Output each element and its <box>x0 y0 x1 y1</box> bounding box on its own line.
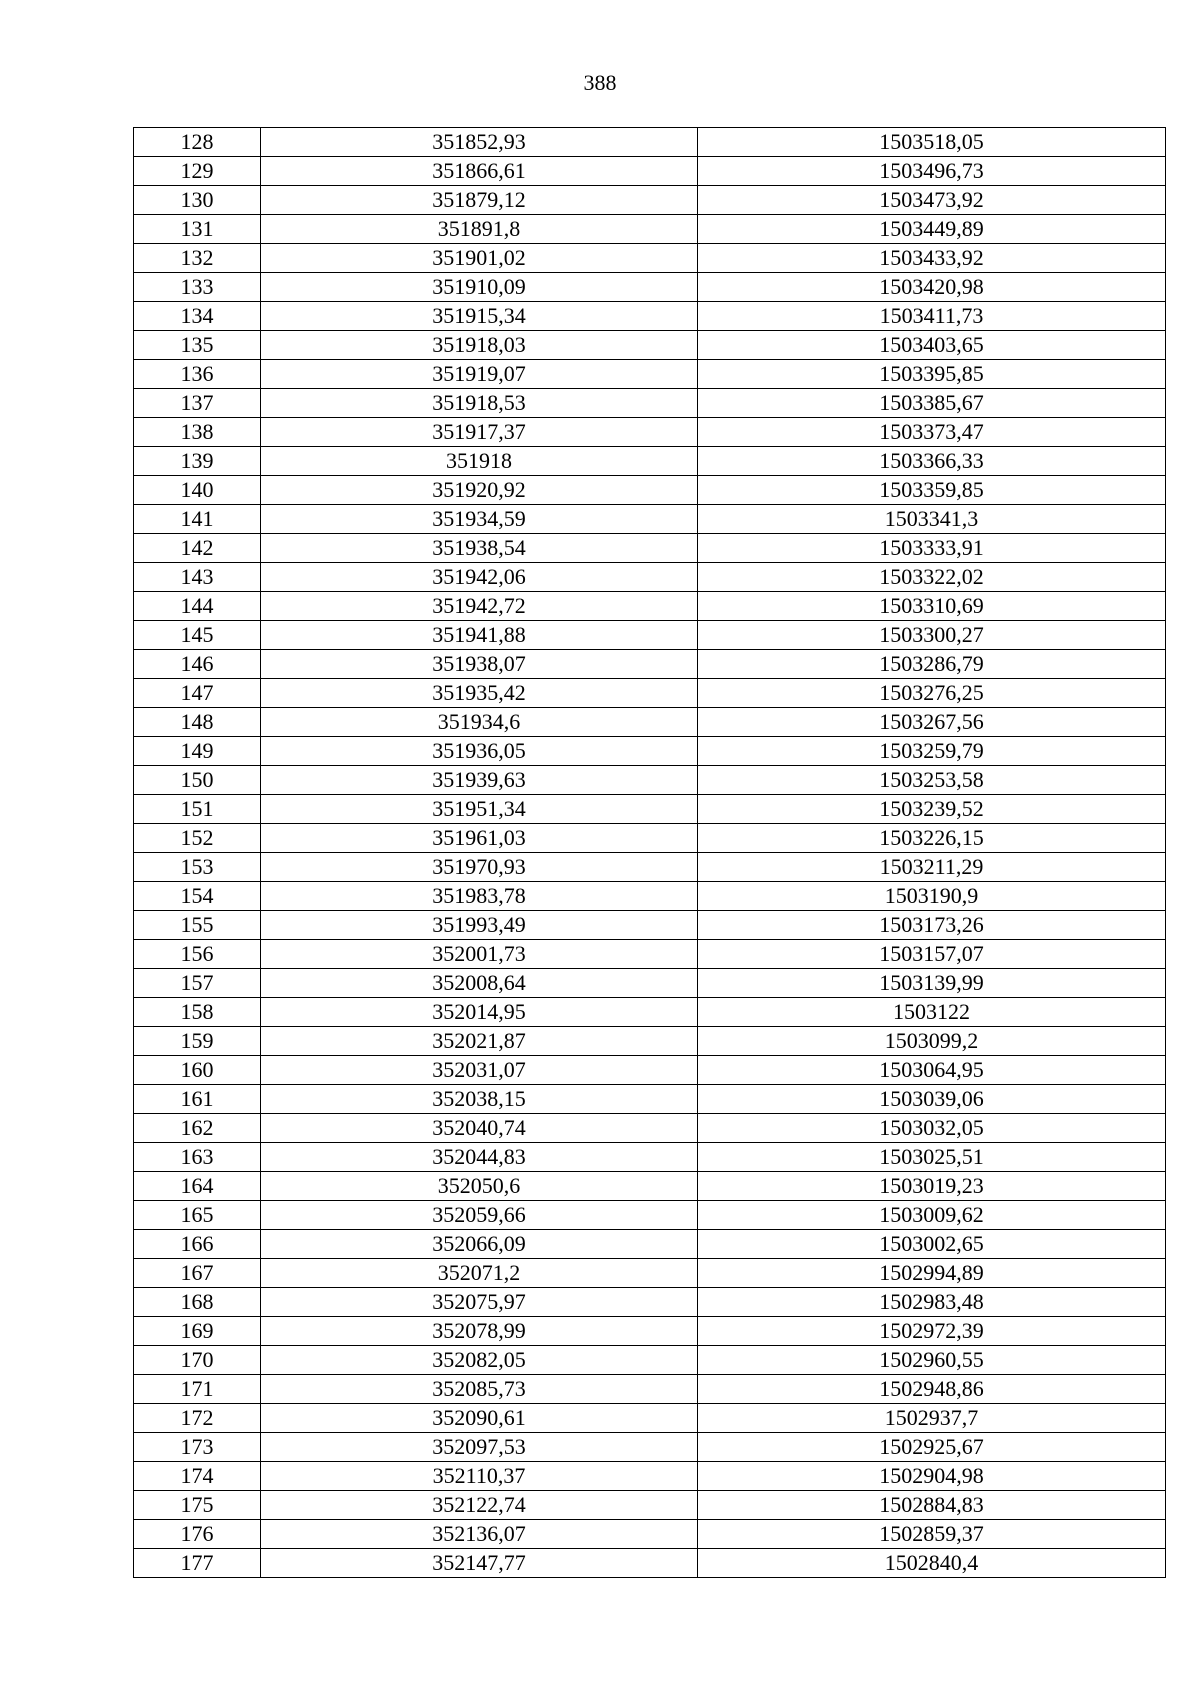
point-number-cell: 146 <box>134 650 261 679</box>
point-number-cell: 141 <box>134 505 261 534</box>
x-coordinate-cell: 351866,61 <box>261 157 698 186</box>
y-coordinate-cell: 1503473,92 <box>698 186 1166 215</box>
point-number-cell: 166 <box>134 1230 261 1259</box>
coordinates-table <box>133 127 1166 1578</box>
x-coordinate-cell: 351918 <box>261 447 698 476</box>
point-number-cell: 138 <box>134 418 261 447</box>
x-coordinate-cell: 351879,12 <box>261 186 698 215</box>
y-coordinate-cell: 1503190,9 <box>698 882 1166 911</box>
x-coordinate-cell: 352001,73 <box>261 940 698 969</box>
x-coordinate-cell: 351941,88 <box>261 621 698 650</box>
table-row <box>134 1404 1166 1433</box>
point-number-cell: 170 <box>134 1346 261 1375</box>
x-coordinate-cell: 352078,99 <box>261 1317 698 1346</box>
x-coordinate-cell: 351983,78 <box>261 882 698 911</box>
x-coordinate-cell: 352038,15 <box>261 1085 698 1114</box>
table-row <box>134 766 1166 795</box>
point-number-cell: 135 <box>134 331 261 360</box>
point-number-cell: 143 <box>134 563 261 592</box>
point-number-cell: 150 <box>134 766 261 795</box>
point-number-cell: 168 <box>134 1288 261 1317</box>
table-row <box>134 853 1166 882</box>
x-coordinate-cell: 351920,92 <box>261 476 698 505</box>
table-row <box>134 795 1166 824</box>
table-row <box>134 650 1166 679</box>
point-number-cell: 173 <box>134 1433 261 1462</box>
x-coordinate-cell: 352097,53 <box>261 1433 698 1462</box>
y-coordinate-cell: 1503322,02 <box>698 563 1166 592</box>
x-coordinate-cell: 352136,07 <box>261 1520 698 1549</box>
x-coordinate-cell: 351934,6 <box>261 708 698 737</box>
point-number-cell: 177 <box>134 1549 261 1578</box>
point-number-cell: 139 <box>134 447 261 476</box>
table-row <box>134 998 1166 1027</box>
table-row <box>134 969 1166 998</box>
table-row <box>134 1462 1166 1491</box>
table-row <box>134 940 1166 969</box>
x-coordinate-cell: 352075,97 <box>261 1288 698 1317</box>
x-coordinate-cell: 351942,06 <box>261 563 698 592</box>
y-coordinate-cell: 1503009,62 <box>698 1201 1166 1230</box>
x-coordinate-cell: 351918,53 <box>261 389 698 418</box>
point-number-cell: 157 <box>134 969 261 998</box>
y-coordinate-cell: 1503359,85 <box>698 476 1166 505</box>
table-row <box>134 1259 1166 1288</box>
y-coordinate-cell: 1503002,65 <box>698 1230 1166 1259</box>
y-coordinate-cell: 1503385,67 <box>698 389 1166 418</box>
y-coordinate-cell: 1502972,39 <box>698 1317 1166 1346</box>
table-row <box>134 679 1166 708</box>
y-coordinate-cell: 1503211,29 <box>698 853 1166 882</box>
point-number-cell: 129 <box>134 157 261 186</box>
x-coordinate-cell: 351852,93 <box>261 128 698 157</box>
table-row <box>134 447 1166 476</box>
table-row <box>134 331 1166 360</box>
point-number-cell: 130 <box>134 186 261 215</box>
y-coordinate-cell: 1503157,07 <box>698 940 1166 969</box>
point-number-cell: 140 <box>134 476 261 505</box>
x-coordinate-cell: 351935,42 <box>261 679 698 708</box>
table-row <box>134 1172 1166 1201</box>
y-coordinate-cell: 1503341,3 <box>698 505 1166 534</box>
table-row <box>134 1346 1166 1375</box>
y-coordinate-cell: 1503286,79 <box>698 650 1166 679</box>
table-row <box>134 1288 1166 1317</box>
x-coordinate-cell: 351942,72 <box>261 592 698 621</box>
table-row <box>134 128 1166 157</box>
y-coordinate-cell: 1503122 <box>698 998 1166 1027</box>
x-coordinate-cell: 352008,64 <box>261 969 698 998</box>
x-coordinate-cell: 351917,37 <box>261 418 698 447</box>
x-coordinate-cell: 352044,83 <box>261 1143 698 1172</box>
x-coordinate-cell: 352031,07 <box>261 1056 698 1085</box>
x-coordinate-cell: 352059,66 <box>261 1201 698 1230</box>
y-coordinate-cell: 1503019,23 <box>698 1172 1166 1201</box>
x-coordinate-cell: 352085,73 <box>261 1375 698 1404</box>
y-coordinate-cell: 1502884,83 <box>698 1491 1166 1520</box>
table-row <box>134 563 1166 592</box>
x-coordinate-cell: 351919,07 <box>261 360 698 389</box>
x-coordinate-cell: 351938,07 <box>261 650 698 679</box>
point-number-cell: 163 <box>134 1143 261 1172</box>
point-number-cell: 145 <box>134 621 261 650</box>
point-number-cell: 161 <box>134 1085 261 1114</box>
table-row <box>134 1143 1166 1172</box>
point-number-cell: 137 <box>134 389 261 418</box>
x-coordinate-cell: 352066,09 <box>261 1230 698 1259</box>
point-number-cell: 158 <box>134 998 261 1027</box>
point-number-cell: 169 <box>134 1317 261 1346</box>
y-coordinate-cell: 1503064,95 <box>698 1056 1166 1085</box>
table-row <box>134 1201 1166 1230</box>
x-coordinate-cell: 351901,02 <box>261 244 698 273</box>
point-number-cell: 156 <box>134 940 261 969</box>
y-coordinate-cell: 1503333,91 <box>698 534 1166 563</box>
point-number-cell: 142 <box>134 534 261 563</box>
y-coordinate-cell: 1503411,73 <box>698 302 1166 331</box>
point-number-cell: 151 <box>134 795 261 824</box>
table-row <box>134 1433 1166 1462</box>
y-coordinate-cell: 1503518,05 <box>698 128 1166 157</box>
page-number: 388 <box>583 70 617 95</box>
point-number-cell: 159 <box>134 1027 261 1056</box>
y-coordinate-cell: 1503366,33 <box>698 447 1166 476</box>
table-row <box>134 1549 1166 1578</box>
x-coordinate-cell: 352122,74 <box>261 1491 698 1520</box>
table-row <box>134 911 1166 940</box>
table-row <box>134 1027 1166 1056</box>
x-coordinate-cell: 351934,59 <box>261 505 698 534</box>
y-coordinate-cell: 1502948,86 <box>698 1375 1166 1404</box>
point-number-cell: 176 <box>134 1520 261 1549</box>
x-coordinate-cell: 351891,8 <box>261 215 698 244</box>
point-number-cell: 149 <box>134 737 261 766</box>
y-coordinate-cell: 1502994,89 <box>698 1259 1166 1288</box>
table-row <box>134 882 1166 911</box>
y-coordinate-cell: 1503259,79 <box>698 737 1166 766</box>
table-row <box>134 215 1166 244</box>
point-number-cell: 131 <box>134 215 261 244</box>
y-coordinate-cell: 1503420,98 <box>698 273 1166 302</box>
y-coordinate-cell: 1503310,69 <box>698 592 1166 621</box>
table-row <box>134 708 1166 737</box>
x-coordinate-cell: 352110,37 <box>261 1462 698 1491</box>
table-row <box>134 157 1166 186</box>
point-number-cell: 164 <box>134 1172 261 1201</box>
y-coordinate-cell: 1503276,25 <box>698 679 1166 708</box>
table-row <box>134 1491 1166 1520</box>
table-row <box>134 360 1166 389</box>
y-coordinate-cell: 1503239,52 <box>698 795 1166 824</box>
y-coordinate-cell: 1503032,05 <box>698 1114 1166 1143</box>
table-row <box>134 1520 1166 1549</box>
point-number-cell: 165 <box>134 1201 261 1230</box>
point-number-cell: 167 <box>134 1259 261 1288</box>
y-coordinate-cell: 1503139,99 <box>698 969 1166 998</box>
y-coordinate-cell: 1502859,37 <box>698 1520 1166 1549</box>
y-coordinate-cell: 1503449,89 <box>698 215 1166 244</box>
table-row <box>134 1085 1166 1114</box>
x-coordinate-cell: 351951,34 <box>261 795 698 824</box>
point-number-cell: 160 <box>134 1056 261 1085</box>
table-row <box>134 244 1166 273</box>
point-number-cell: 152 <box>134 824 261 853</box>
y-coordinate-cell: 1503025,51 <box>698 1143 1166 1172</box>
point-number-cell: 154 <box>134 882 261 911</box>
table-row <box>134 1375 1166 1404</box>
x-coordinate-cell: 352090,61 <box>261 1404 698 1433</box>
table-row <box>134 592 1166 621</box>
table-row <box>134 534 1166 563</box>
table-row <box>134 621 1166 650</box>
x-coordinate-cell: 351938,54 <box>261 534 698 563</box>
x-coordinate-cell: 352147,77 <box>261 1549 698 1578</box>
point-number-cell: 128 <box>134 128 261 157</box>
y-coordinate-cell: 1502904,98 <box>698 1462 1166 1491</box>
point-number-cell: 174 <box>134 1462 261 1491</box>
y-coordinate-cell: 1502925,67 <box>698 1433 1166 1462</box>
table-row <box>134 505 1166 534</box>
y-coordinate-cell: 1503496,73 <box>698 157 1166 186</box>
table-row <box>134 418 1166 447</box>
point-number-cell: 136 <box>134 360 261 389</box>
point-number-cell: 132 <box>134 244 261 273</box>
table-row <box>134 186 1166 215</box>
point-number-cell: 171 <box>134 1375 261 1404</box>
table-row <box>134 1114 1166 1143</box>
x-coordinate-cell: 351936,05 <box>261 737 698 766</box>
table-row <box>134 1230 1166 1259</box>
x-coordinate-cell: 352082,05 <box>261 1346 698 1375</box>
x-coordinate-cell: 352021,87 <box>261 1027 698 1056</box>
y-coordinate-cell: 1503253,58 <box>698 766 1166 795</box>
y-coordinate-cell: 1502937,7 <box>698 1404 1166 1433</box>
x-coordinate-cell: 352040,74 <box>261 1114 698 1143</box>
table-row <box>134 1056 1166 1085</box>
x-coordinate-cell: 351915,34 <box>261 302 698 331</box>
y-coordinate-cell: 1503039,06 <box>698 1085 1166 1114</box>
y-coordinate-cell: 1503403,65 <box>698 331 1166 360</box>
point-number-cell: 133 <box>134 273 261 302</box>
table-row <box>134 1317 1166 1346</box>
table-row <box>134 389 1166 418</box>
table-row <box>134 273 1166 302</box>
y-coordinate-cell: 1502960,55 <box>698 1346 1166 1375</box>
y-coordinate-cell: 1503173,26 <box>698 911 1166 940</box>
point-number-cell: 172 <box>134 1404 261 1433</box>
point-number-cell: 175 <box>134 1491 261 1520</box>
point-number-cell: 134 <box>134 302 261 331</box>
x-coordinate-cell: 352014,95 <box>261 998 698 1027</box>
y-coordinate-cell: 1503226,15 <box>698 824 1166 853</box>
y-coordinate-cell: 1503395,85 <box>698 360 1166 389</box>
y-coordinate-cell: 1503373,47 <box>698 418 1166 447</box>
y-coordinate-cell: 1503099,2 <box>698 1027 1166 1056</box>
table-row <box>134 737 1166 766</box>
x-coordinate-cell: 351939,63 <box>261 766 698 795</box>
x-coordinate-cell: 351970,93 <box>261 853 698 882</box>
x-coordinate-cell: 351993,49 <box>261 911 698 940</box>
x-coordinate-cell: 351918,03 <box>261 331 698 360</box>
y-coordinate-cell: 1502840,4 <box>698 1549 1166 1578</box>
table-row <box>134 302 1166 331</box>
coordinates-table-body <box>134 128 1166 1578</box>
point-number-cell: 144 <box>134 592 261 621</box>
table-row <box>134 476 1166 505</box>
x-coordinate-cell: 351910,09 <box>261 273 698 302</box>
y-coordinate-cell: 1503300,27 <box>698 621 1166 650</box>
point-number-cell: 155 <box>134 911 261 940</box>
x-coordinate-cell: 352071,2 <box>261 1259 698 1288</box>
y-coordinate-cell: 1502983,48 <box>698 1288 1166 1317</box>
y-coordinate-cell: 1503267,56 <box>698 708 1166 737</box>
point-number-cell: 148 <box>134 708 261 737</box>
y-coordinate-cell: 1503433,92 <box>698 244 1166 273</box>
x-coordinate-cell: 352050,6 <box>261 1172 698 1201</box>
x-coordinate-cell: 351961,03 <box>261 824 698 853</box>
point-number-cell: 162 <box>134 1114 261 1143</box>
table-row <box>134 824 1166 853</box>
point-number-cell: 147 <box>134 679 261 708</box>
point-number-cell: 153 <box>134 853 261 882</box>
